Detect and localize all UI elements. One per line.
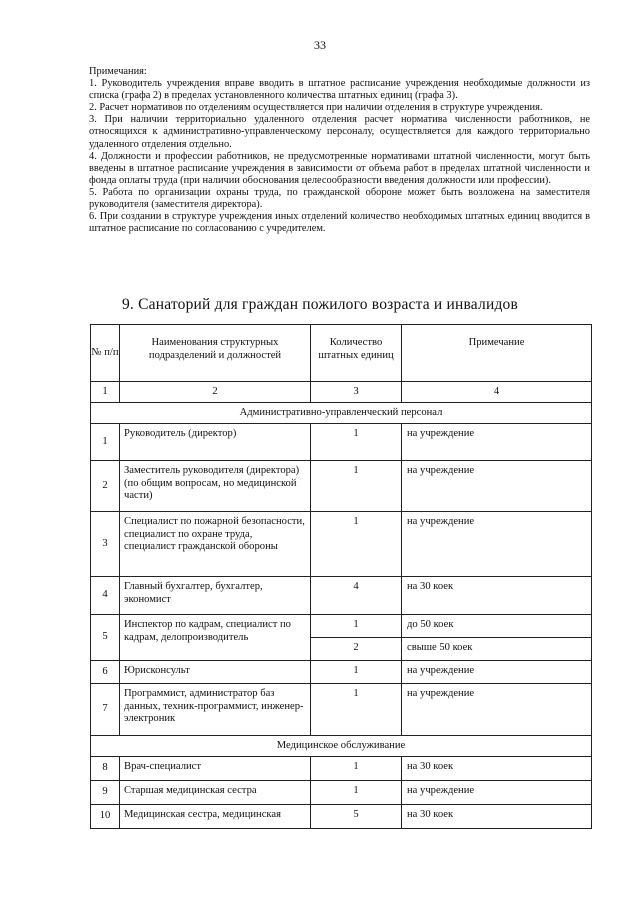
note-item: 5. Работа по организации охраны труда, по гражданской обороне может быть возложена на заместителя руководителя (заместителя директора). <box>89 186 590 211</box>
column-index: 4 <box>402 382 592 403</box>
section-admin: Административно-управленческий персонал <box>91 403 592 424</box>
header-note: Примечание <box>402 325 592 382</box>
row-qty: 1 <box>311 424 402 461</box>
row-name: Старшая медицинская сестра <box>120 781 311 805</box>
row-qty: 1 <box>311 615 402 638</box>
row-num: 10 <box>91 805 120 829</box>
row-note: на учреждение <box>402 661 592 684</box>
column-index: 2 <box>120 382 311 403</box>
row-num: 8 <box>91 757 120 781</box>
row-name: Медицинская сестра, медицинская <box>120 805 311 829</box>
row-qty: 1 <box>311 757 402 781</box>
row-qty: 4 <box>311 577 402 615</box>
row-name: Инспектор по кадрам, специалист по кадрам, делопроизводитель <box>120 615 311 661</box>
row-note: до 50 коек <box>402 615 592 638</box>
table-row <box>91 577 592 615</box>
row-num: 1 <box>91 424 120 461</box>
row-name: Специалист по пожарной безопасности, специалист по охране труда, специалист гражданской обороны <box>120 512 311 577</box>
row-name: Юрисконсульт <box>120 661 311 684</box>
note-item: 6. При создании в структуре учреждения иных отделений количество необходимых штатных единиц вводится в штатное расписание по согласованию с учредителем. <box>89 211 590 235</box>
row-note: на 30 коек <box>402 577 592 615</box>
row-num: 5 <box>91 615 120 661</box>
row-note: на учреждение <box>402 512 592 577</box>
row-note: на учреждение <box>402 781 592 805</box>
table-row <box>91 805 592 829</box>
note-item: 2. Расчет нормативов по отделениям осуществляется при наличии отделения в структуре учреждения. <box>89 102 543 114</box>
row-note: на учреждение <box>402 684 592 736</box>
page-number: 33 <box>314 38 326 52</box>
table-row <box>91 684 592 736</box>
note-item: 4. Должности и профессии работников, не предусмотренные нормативами штатной численности, могут быть введены в штатное расписание учреждения в зависимости от объема работ в пределах штатной численности и фонда оплаты труда (при наличии обоснования целесообразности введения должности или профессии). <box>89 150 590 186</box>
table-row <box>91 757 592 781</box>
table-row <box>91 661 592 684</box>
row-qty: 1 <box>311 661 402 684</box>
row-name: Главный бухгалтер, бухгалтер, экономист <box>120 577 311 615</box>
row-name: Программист, администратор баз данных, техник-программист, инженер-электроник <box>120 684 311 736</box>
table-row <box>91 424 592 461</box>
row-num: 6 <box>91 661 120 684</box>
note-item: 3. При наличии территориально удаленного отделения расчет норматива численности работников, не относящихся к административно-управленческому персоналу, осуществляется для каждого территориально удаленного отделения отдельно. <box>89 114 590 150</box>
row-num: 4 <box>91 577 120 615</box>
table-header-row <box>91 325 592 382</box>
row-num: 7 <box>91 684 120 736</box>
row-qty: 1 <box>311 684 402 736</box>
row-note: на учреждение <box>402 424 592 461</box>
column-index-row <box>91 382 592 403</box>
section-medical: Медицинское обслуживание <box>91 736 592 757</box>
table-row <box>91 461 592 512</box>
row-qty: 1 <box>311 461 402 512</box>
row-note: на 30 коек <box>402 757 592 781</box>
table-row <box>91 512 592 577</box>
row-name: Руководитель (директор) <box>120 424 311 461</box>
column-index: 3 <box>311 382 402 403</box>
section-title: 9. Санаторий для граждан пожилого возраста и инвалидов <box>121 296 518 313</box>
table-row <box>91 615 592 638</box>
staffing-table <box>90 324 592 829</box>
header-name: Наименования структурных подразделений и должностей <box>120 325 311 382</box>
notes-heading: Примечания: <box>89 66 147 77</box>
row-qty: 1 <box>311 781 402 805</box>
section-row <box>91 403 592 424</box>
header-num: № п/п <box>91 325 120 382</box>
section-row <box>91 736 592 757</box>
row-qty: 5 <box>311 805 402 829</box>
row-qty: 2 <box>311 638 402 661</box>
row-note: на 30 коек <box>402 805 592 829</box>
row-note: на учреждение <box>402 461 592 512</box>
row-note: свыше 50 коек <box>402 638 592 661</box>
row-name: Врач-специалист <box>120 757 311 781</box>
column-index: 1 <box>91 382 120 403</box>
note-item: 1. Руководитель учреждения вправе вводить в штатное расписание учреждения необходимые должности из списка (графа 2) в пределах установленного количества штатных единиц (графа 3). <box>89 78 590 102</box>
row-num: 2 <box>91 461 120 512</box>
table-row <box>91 781 592 805</box>
row-num: 3 <box>91 512 120 577</box>
notes-block <box>89 66 590 235</box>
row-name: Заместитель руководителя (директора) (по общим вопросам, но медицинской части) <box>120 461 311 512</box>
row-qty: 1 <box>311 512 402 577</box>
row-num: 9 <box>91 781 120 805</box>
header-qty: Количество штатных единиц <box>311 325 402 382</box>
